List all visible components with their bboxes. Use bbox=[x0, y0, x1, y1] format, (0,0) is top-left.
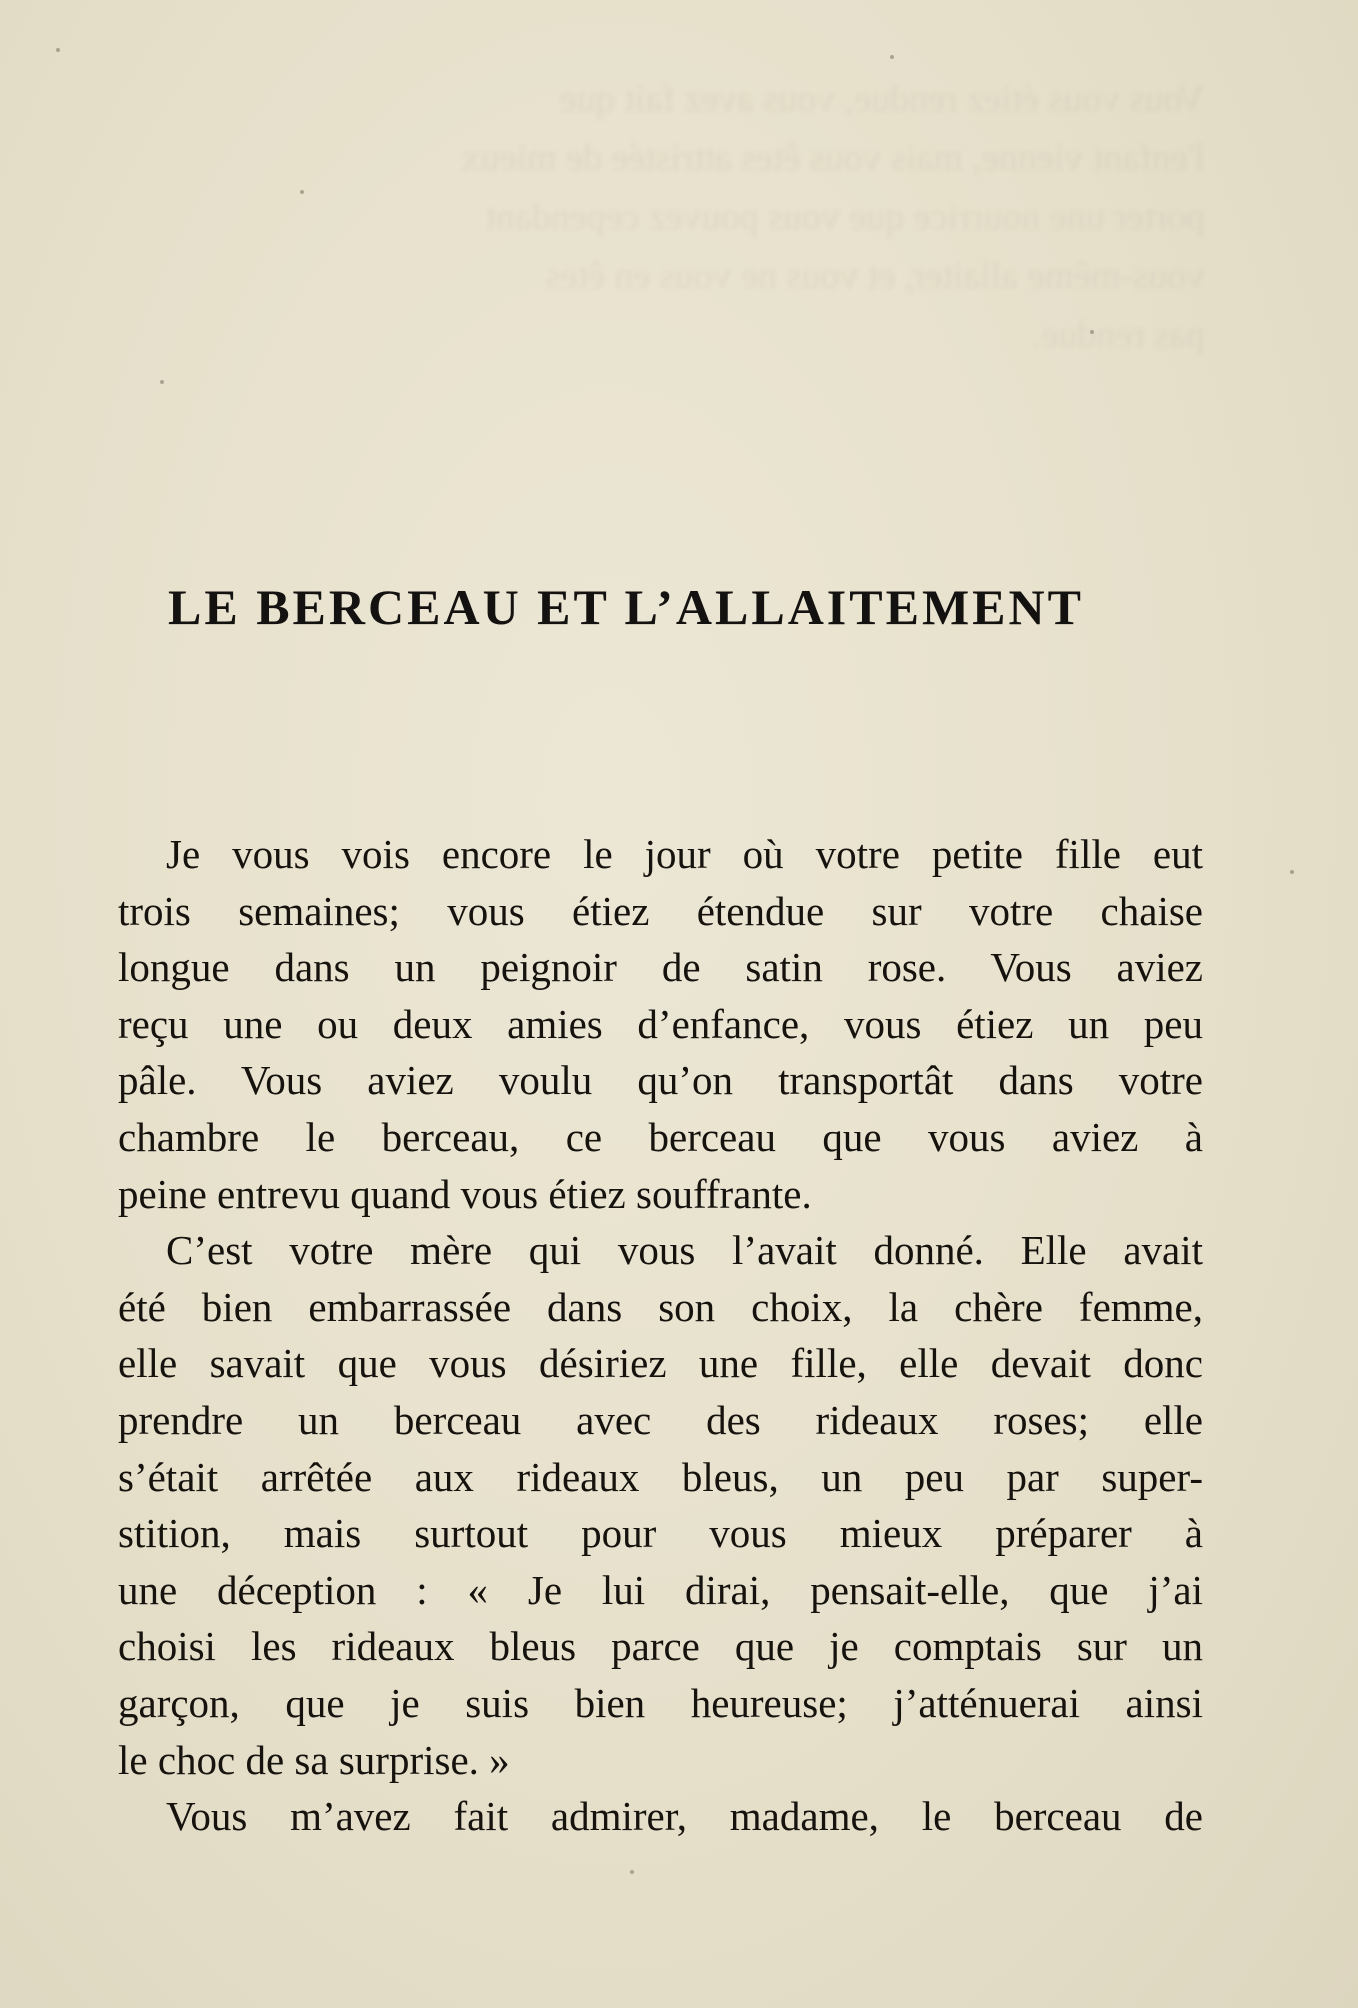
paragraph-2 bbox=[118, 1222, 1203, 1788]
paper-speck bbox=[160, 380, 164, 384]
text-line: peine entrevu quand vous étiez souffrante. bbox=[118, 1170, 812, 1217]
text-line: le choc de sa surprise. » bbox=[118, 1736, 510, 1783]
text-line: longue dans un peignoir de satin rose. Vous aviez bbox=[118, 944, 1203, 991]
paper-speck bbox=[1090, 330, 1094, 334]
paragraph-3 bbox=[118, 1788, 1203, 1845]
text-line: Je vous vois encore le jour où votre petite fille eut bbox=[166, 831, 1203, 877]
text-line: elle savait que vous désiriez une fille, elle devait donc bbox=[118, 1340, 1203, 1387]
text-line: Vous m’avez fait admirer, madame, le berceau de bbox=[166, 1793, 1203, 1840]
text-line: prendre un berceau avec des rideaux roses; elle bbox=[118, 1396, 1203, 1443]
text-line: stition, mais surtout pour vous mieux préparer à bbox=[118, 1510, 1203, 1557]
text-line: trois semaines; vous étiez étendue sur votre chaise bbox=[118, 887, 1203, 934]
chapter-body bbox=[118, 826, 1203, 1845]
text-line: s’était arrêtée aux rideaux bleus, un peu par super- bbox=[118, 1453, 1203, 1500]
paper-speck bbox=[1290, 870, 1294, 874]
paragraph-1 bbox=[118, 826, 1203, 1222]
paper-speck bbox=[630, 1870, 634, 1874]
paper-speck bbox=[56, 48, 60, 52]
text-line: pâle. Vous aviez voulu qu’on transportât dans votre bbox=[118, 1057, 1203, 1104]
text-line: choisi les rideaux bleus parce que je comptais sur un bbox=[118, 1623, 1203, 1670]
paper-speck bbox=[300, 190, 304, 194]
text-line: reçu une ou deux amies d’enfance, vous étiez un peu bbox=[118, 1000, 1203, 1047]
chapter-title: LE BERCEAU ET L’ALLAITEMENT bbox=[168, 579, 1084, 635]
text-line: une déception : « Je lui dirai, pensait-elle, que j’ai bbox=[118, 1566, 1203, 1613]
text-line: garçon, que je suis bien heureuse; j’atténuerai ainsi bbox=[118, 1679, 1203, 1726]
text-line: C’est votre mère qui vous l’avait donné. Elle avait bbox=[166, 1227, 1203, 1274]
show-through-texture: Vous vous étiez rendue, vous avez fait que l'enfant vienne, mais vous êtes attristée de mieux porter une nourrice que vous pouvez cependant vous-même allaiter, et vous ne vous en êtes pas rendue. bbox=[461, 78, 1205, 356]
text-line: été bien embarrassée dans son choix, la chère femme, bbox=[118, 1283, 1203, 1330]
text-line: chambre le berceau, ce berceau que vous aviez à bbox=[118, 1113, 1203, 1160]
paper-speck bbox=[890, 55, 894, 59]
